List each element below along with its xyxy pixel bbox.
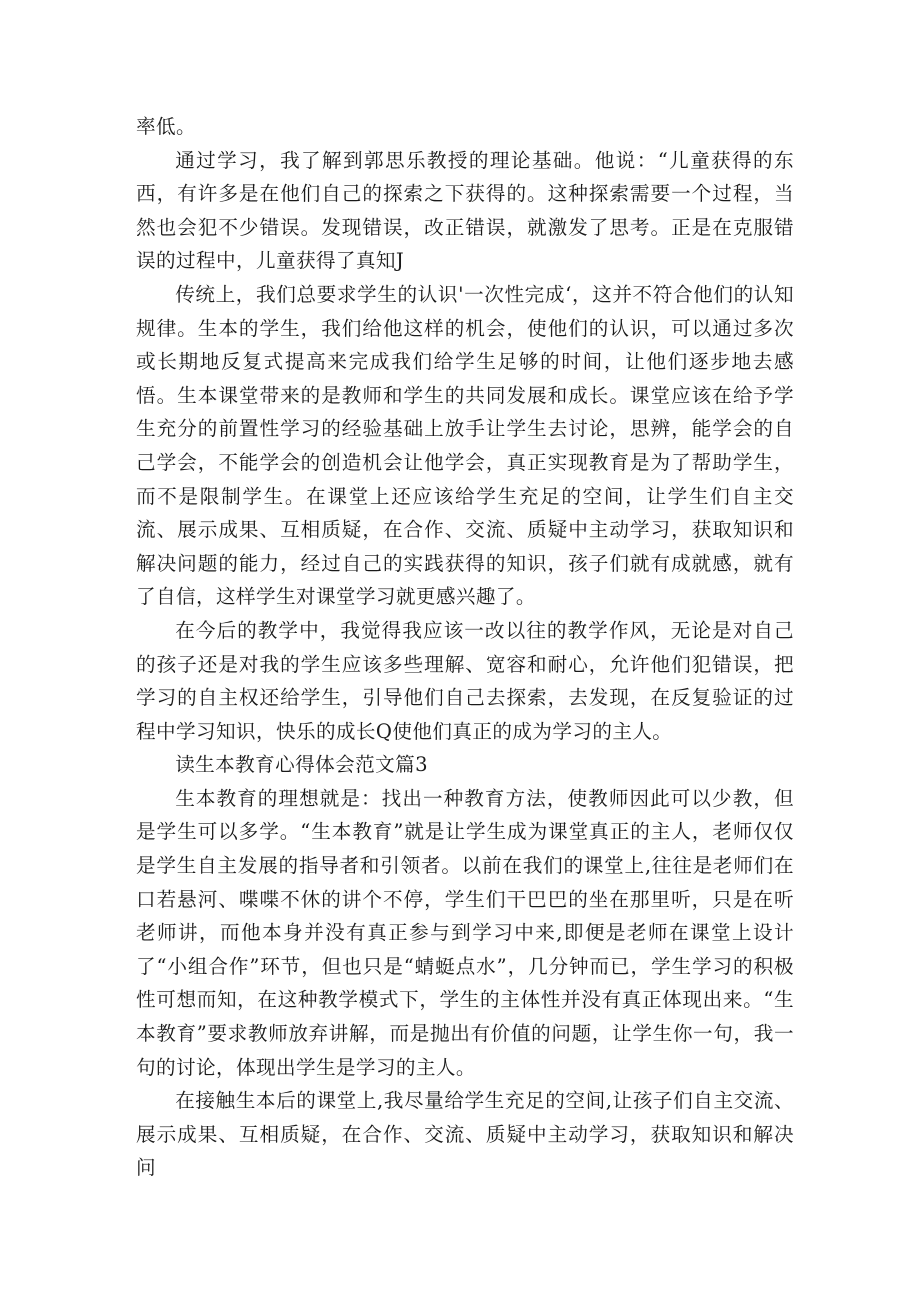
paragraph-continuation: 率低。	[136, 115, 196, 138]
document-page	[136, 110, 794, 1185]
paragraph-future-teaching: 在今后的教学中，我觉得我应该一改以往的教学作风，无论是对自己的孩子还是对我的学生应该多些理解、宽容和耐心，允许他们犯错误，把学习的自主权还给学生，引导他们自己去探索，去发现，在反复验证的过程中学习知识，快乐的成长Q使他们真正的成为学习的主人。	[136, 618, 794, 743]
section-heading-part-3: 读生本教育心得体会范文篇3	[175, 753, 428, 777]
paragraph-shengben-ideal: 生本教育的理想就是：找出一种教育方法，使教师因此可以少教，但是学生可以多学。“生本教育”就是让学生成为课堂真正的主人，老师仅仅是学生自主发展的指导者和引领者。以前在我们的课堂上,往往是老师们在口若悬河、喋喋不休的讲个不停，学生们干巴巴的坐在那里听，只是在听老师讲，而他本身并没有真正参与到学习中来,即便是老师在课堂上设计了“小组合作”环节，但也只是“蜻蜓点水”，几分钟而已，学生学习的积极性可想而知，在这种教学模式下，学生的主体性并没有真正体现出来。“生本教育”要求教师放弃讲解，而是抛出有价值的问题，让学生你一句，我一句的讨论，体现出学生是学习的主人。	[136, 786, 794, 1079]
paragraph-traditional-teaching: 传统上，我们总要求学生的认识'一次性完成‘，这并不符合他们的认知规律。生本的学生，我们给他这样的机会，使他们的认识，可以通过多次或长期地反复式提高来完成我们给学生足够的时间，让他们逐步地去感悟。生本课堂带来的是教师和学生的共同发展和成长。课堂应该在给予学生充分的前置性学习的经验基础上放手让学生去讨论，思辨，能学会的自己学会，不能学会的创造机会让他学会，真正实现教育是为了帮助学生，而不是限制学生。在课堂上还应该给学生充足的空间，让学生们自主交流、展示成果、互相质疑，在合作、交流、质疑中主动学习，获取知识和解决问题的能力，经过自己的实践获得的知识，孩子们就有成就感，就有了自信，这样学生对课堂学习就更感兴趣了。	[136, 282, 794, 609]
paragraph-classroom-practice: 在接触生本后的课堂上,我尽量给学生充足的空间,让孩子们自主交流、展示成果、互相质疑，在合作、交流、质疑中主动学习，获取知识和解决问	[136, 1089, 794, 1180]
paragraph-guo-siyue-theory: 通过学习，我了解到郭思乐教授的理论基础。他说：“儿童获得的东西，有许多是在他们自己的探索之下获得的。这种探索需要一个过程，当然也会犯不少错误。发现错误，改正错误，就激发了思考。正是在克服错误的过程中，儿童获得了真知J	[136, 148, 794, 273]
